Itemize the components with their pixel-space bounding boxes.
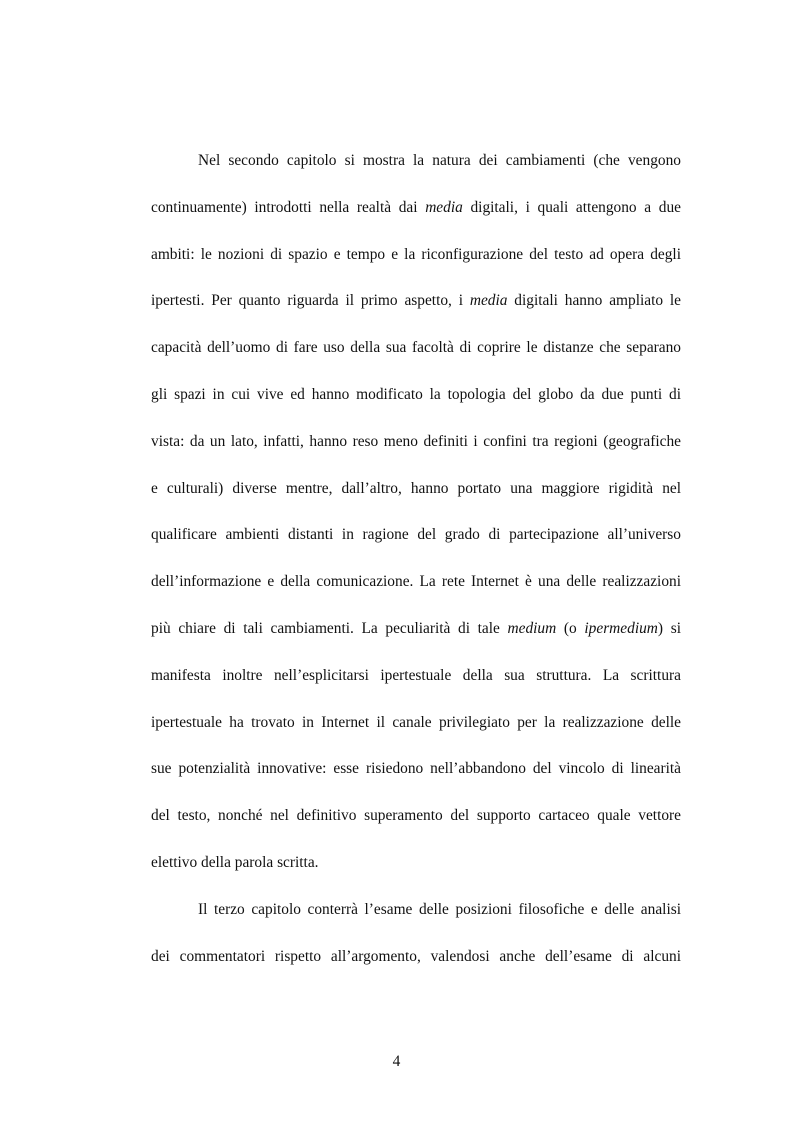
paragraph-1-line-13: ipertestuale ha trovato in Internet il canale privilegiato per la realizzazione delle (151, 713, 681, 731)
paragraph-1-line-1: Nel secondo capitolo si mostra la natura dei cambiamenti (che vengono (198, 152, 681, 169)
paragraph-1-line-3: ambiti: le nozioni di spazio e tempo e la riconfigurazione del testo ad opera degli (151, 245, 681, 263)
paragraph-1-line-11: più chiare di tali cambiamenti. La peculiarità di tale medium (o ipermedium) si (151, 619, 681, 637)
paragraph-2-line-2: dei commentatori rispetto all’argomento, valendosi anche dell’esame di alcuni (151, 947, 681, 965)
paragraph-1-line-4: ipertesti. Per quanto riguarda il primo aspetto, i media digitali hanno ampliato le (151, 292, 681, 310)
paragraph-1-line-2: continuamente) introdotti nella realtà dai media digitali, i quali attengono a due (151, 198, 681, 216)
paragraph-1-line-15: del testo, nonché nel definitivo superamento del supporto cartaceo quale vettore (151, 807, 681, 825)
body-text (151, 145, 681, 987)
paragraph-1-line-6: gli spazi in cui vive ed hanno modificato la topologia del globo da due punti di (151, 385, 681, 403)
paragraph-1-line-9: qualificare ambienti distanti in ragione del grado di partecipazione all’universo (151, 526, 681, 544)
paragraph-2-line-1: Il terzo capitolo conterrà l’esame delle posizioni filosofiche e delle analisi (198, 900, 681, 918)
paragraph-1-line-5: capacità dell’uomo di fare uso della sua facoltà di coprire le distanze che separano (151, 339, 681, 357)
paragraph-1-line-8: e culturali) diverse mentre, dall’altro, hanno portato una maggiore rigidità nel (151, 479, 681, 497)
paragraph-1-line-10: dell’informazione e della comunicazione. La rete Internet è una delle realizzazioni (151, 573, 681, 591)
page-number: 4 (392, 1053, 401, 1070)
paragraph-1-line-16: elettivo della parola scritta. (151, 853, 319, 871)
paragraph-1-line-14: sue potenzialità innovative: esse risiedono nell’abbandono del vincolo di linearità (151, 760, 681, 778)
paragraph-1-line-7: vista: da un lato, infatti, hanno reso meno definiti i confini tra regioni (geografiche (151, 432, 681, 450)
paragraph-1-line-12: manifesta inoltre nell’esplicitarsi ipertestuale della sua struttura. La scrittura (151, 666, 681, 684)
